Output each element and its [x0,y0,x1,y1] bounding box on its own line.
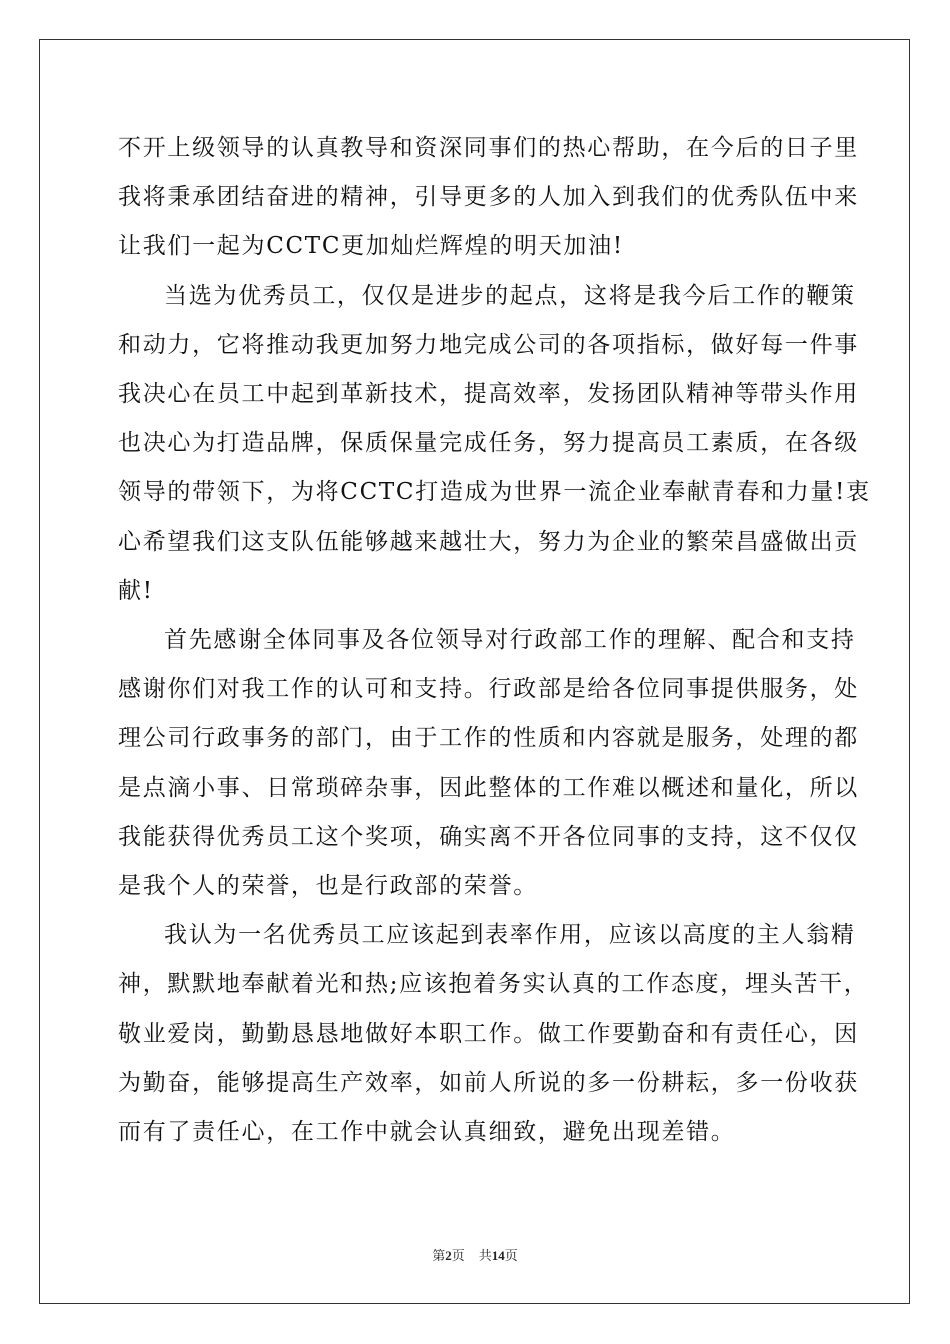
text-line: 而有了责任心，在工作中就会认真细致，避免出现差错。 [118,1119,736,1145]
text-line: 不开上级领导的认真教导和资深同事们的热心帮助，在今后的日子里 [118,135,859,161]
text-line: 我决心在员工中起到革新技术，提高效率，发扬团队精神等带头作用 [118,381,859,407]
text-line: 心希望我们这支队伍能够越来越壮大，努力为企业的繁荣昌盛做出贡 [118,528,859,555]
text-line: 献! [118,577,154,604]
text-line: 和动力，它将推动我更加努力地完成公司的各项指标，做好每一件事 [118,331,859,358]
text-line: 领导的带领下，为将CCTC打造成为世界一流企业奉献青春和力量!衷 [118,479,871,506]
text-line: 是点滴小事、日常琐碎杂事，因此整体的工作难以概述和量化，所以 [118,774,859,801]
text-line: 首先感谢全体同事及各位领导对行政部工作的理解、配合和支持 [164,627,856,653]
text-line: 感谢你们对我工作的认可和支持。行政部是给各位同事提供服务，处 [118,676,859,703]
text-line: 让我们一起为CCTC更加灿烂辉煌的明天加油! [118,233,624,260]
text-line: 敬业爱岗，勤勤恳恳地做好本职工作。做工作要勤奋和有责任心，因 [118,1020,859,1047]
footer-total-pages: 14 [491,1248,505,1263]
text-line: 神，默默地奉献着光和热;应该抱着务实认真的工作态度，埋头苦干， [118,971,869,998]
text-line: 我将秉承团结奋进的精神，引导更多的人加入到我们的优秀队伍中来 [118,184,859,211]
text-line: 为勤奋，能够提高生产效率，如前人所说的多一份耕耘，多一份收获 [118,1069,859,1096]
text-line: 是我个人的荣誉，也是行政部的荣誉。 [118,873,538,899]
footer-total-unit: 页 [504,1248,518,1263]
footer-page-number: 2 [445,1248,452,1263]
text-line: 当选为优秀员工，仅仅是进步的起点，这将是我今后工作的鞭策 [164,282,856,309]
text-line: 我能获得优秀员工这个奖项，确实离不开各位同事的支持，这不仅仅 [118,823,859,850]
footer-page-prefix: 第 [432,1248,446,1263]
footer-total-prefix: 共 [478,1248,492,1263]
text-line: 理公司行政事务的部门，由于工作的性质和内容就是服务，处理的都 [118,725,859,752]
text-line: 我认为一名优秀员工应该起到表率作用，应该以高度的主人翁精 [164,922,856,949]
footer-page-unit: 页 [451,1248,465,1263]
text-line: 也决心为打造品牌，保质保量完成任务，努力提高员工素质，在各级 [118,430,859,457]
page-footer [0,1247,950,1265]
